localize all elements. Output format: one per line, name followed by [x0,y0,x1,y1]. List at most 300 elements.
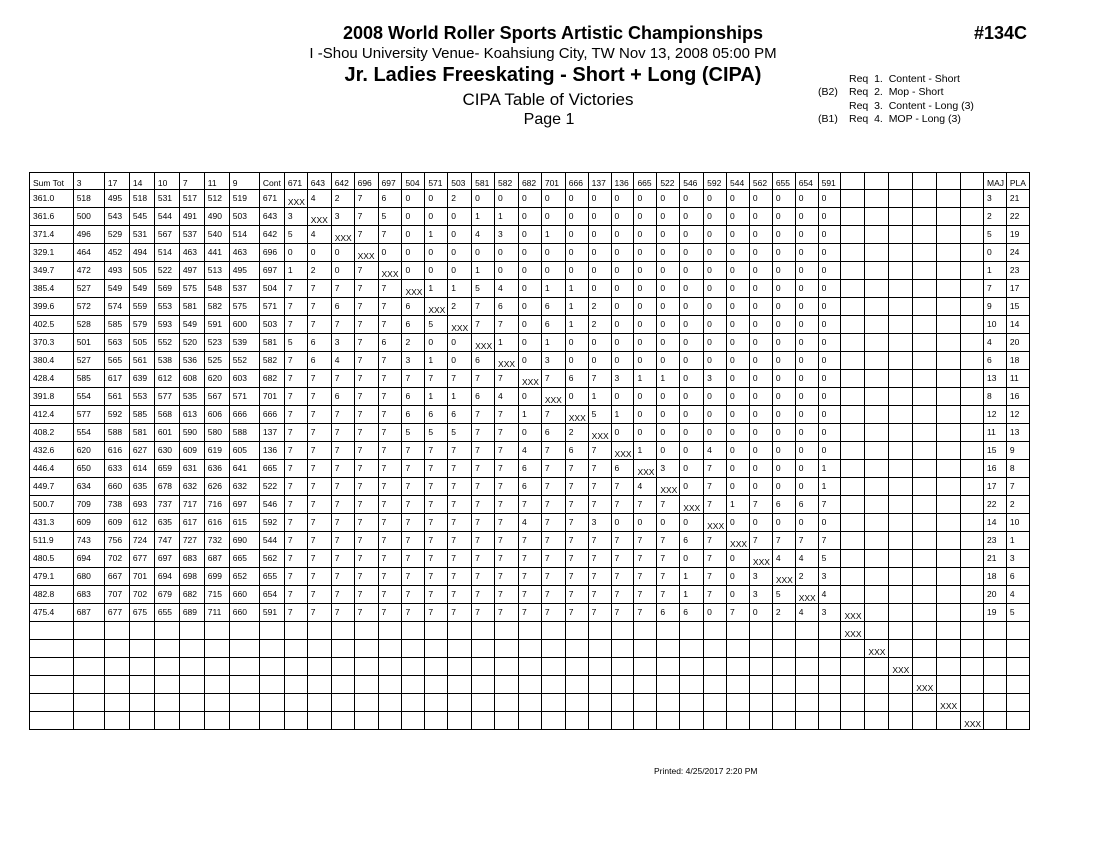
table-cell [541,640,565,658]
table-cell: 2 [588,298,611,316]
table-cell [937,262,961,280]
table-cell: 0 [634,352,657,370]
table-cell: 660 [229,604,259,622]
table-cell [378,622,402,640]
table-cell: 0 [795,244,818,262]
table-cell [913,442,937,460]
table-cell: 7 [354,586,378,604]
table-cell [889,604,913,622]
table-cell [565,622,588,640]
table-cell: 6 [983,352,1006,370]
table-cell: 678 [154,478,179,496]
table-cell: 0 [680,262,704,280]
table-cell: 699 [204,568,229,586]
table-cell: 4 [495,388,519,406]
table-cell: 2 [1006,496,1029,514]
table-cell: 7 [378,424,402,442]
table-cell: 568 [154,406,179,424]
table-cell: 3 [818,604,841,622]
table-cell: 543 [104,208,129,226]
table-cell: 491 [179,208,204,226]
table-cell: 529 [104,226,129,244]
table-cell: 682 [259,370,284,388]
table-cell [889,208,913,226]
table-cell: 7 [472,550,495,568]
table-cell: 642 [259,226,284,244]
table-cell: 4 [472,226,495,244]
table-cell: 7 [425,442,448,460]
table-cell: 7 [634,496,657,514]
table-cell: 0 [495,190,519,208]
table-cell: 1 [565,298,588,316]
table-cell [354,712,378,730]
table-cell [518,658,541,676]
table-cell [378,658,402,676]
table-cell: 7 [634,586,657,604]
table-cell: 0 [749,604,772,622]
table-cell: 3 [331,334,354,352]
table-cell: 7 [818,532,841,550]
table-cell: 7 [331,568,354,586]
table-cell: 7 [331,406,354,424]
table-cell [284,676,307,694]
table-cell [795,676,818,694]
table-cell: 7 [749,496,772,514]
table-cell: 15 [1006,298,1029,316]
table-cell: 0 [402,244,425,262]
table-cell: 7 [425,370,448,388]
table-cell: 17 [1006,280,1029,298]
table-cell: 0 [518,316,541,334]
table-cell [284,694,307,712]
table-cell [841,424,865,442]
table-cell [154,694,179,712]
table-cell: 0 [772,298,795,316]
table-cell: XXX [495,352,519,370]
table-cell: 7 [749,532,772,550]
table-cell [961,316,984,334]
table-cell: 7 [541,370,565,388]
table-cell: 694 [73,550,104,568]
table-cell: 585 [73,370,104,388]
table-cell: XXX [307,208,331,226]
table-cell: 0 [818,424,841,442]
table-cell [865,388,889,406]
table-cell: 553 [154,298,179,316]
table-cell [961,550,984,568]
table-cell: 7 [495,532,519,550]
table-cell [680,694,704,712]
table-cell: 606 [204,406,229,424]
table-cell: 7 [402,370,425,388]
table-cell: 7 [818,496,841,514]
table-cell [865,514,889,532]
table-cell [913,550,937,568]
table-cell: 0 [704,334,727,352]
table-cell: 527 [73,352,104,370]
table-cell [611,676,634,694]
table-cell: 5 [983,226,1006,244]
table-cell: 7 [472,370,495,388]
table-cell: 5 [425,316,448,334]
table-cell: 0 [704,388,727,406]
table-cell: 6 [472,352,495,370]
table-cell: 0 [657,244,680,262]
table-cell: XXX [795,586,818,604]
table-cell: 7 [354,424,378,442]
table-cell [749,640,772,658]
table-cell [889,298,913,316]
table-cell: 0 [611,244,634,262]
table-cell [73,676,104,694]
header-cell: 522 [657,173,680,190]
table-cell: 641 [229,460,259,478]
table-cell: 7 [472,532,495,550]
table-cell: 4 [772,550,795,568]
table-cell: 1 [425,280,448,298]
table-cell: 632 [229,478,259,496]
table-cell [30,622,74,640]
table-cell [818,676,841,694]
table-cell: 0 [772,280,795,298]
table-cell: 7 [425,532,448,550]
table-cell: 643 [259,208,284,226]
table-cell [704,694,727,712]
page-number: Page 1 [523,111,575,128]
table-cell [727,676,750,694]
table-cell: 0 [818,316,841,334]
table-cell: 756 [104,532,129,550]
table-cell: 0 [704,298,727,316]
table-cell: 585 [104,316,129,334]
event-title: Jr. Ladies Freeskating - Short + Long (CIPA) [344,64,762,86]
table-cell: 0 [704,262,727,280]
table-cell [937,334,961,352]
table-cell: 7 [378,550,402,568]
table-cell: 2 [588,316,611,334]
table-cell: 0 [772,424,795,442]
table-cell: 1 [425,352,448,370]
table-cell [889,460,913,478]
table-cell [865,424,889,442]
table-cell: 3 [749,568,772,586]
table-cell: 7 [634,550,657,568]
table-cell: 449.7 [30,478,74,496]
table-cell: 0 [727,334,750,352]
table-cell [634,658,657,676]
table-cell: 500.7 [30,496,74,514]
table-cell: 0 [749,262,772,280]
table-cell: 0 [727,208,750,226]
table-cell: 680 [73,568,104,586]
table-cell [284,640,307,658]
table-cell: 4 [704,442,727,460]
table-cell: 592 [104,406,129,424]
table-cell: 0 [565,388,588,406]
table-cell: 0 [772,442,795,460]
table-cell: 7 [284,424,307,442]
table-cell [865,658,889,676]
table-cell: 6 [307,352,331,370]
table-cell: 0 [727,226,750,244]
table-cell: 1 [495,334,519,352]
table-cell: 6 [772,496,795,514]
table-cell: 7 [354,478,378,496]
table-cell [841,478,865,496]
table-cell: 7 [611,586,634,604]
table-cell: 0 [818,388,841,406]
table-cell: 7 [307,280,331,298]
table-cell [448,640,472,658]
table-cell: 0 [772,406,795,424]
table-cell [104,622,129,640]
table-cell: 579 [129,316,154,334]
table-cell: XXX [841,622,865,640]
header-cell: 643 [307,173,331,190]
table-cell: 7 [307,532,331,550]
table-cell: 6 [378,334,402,352]
table-cell: 7 [565,514,588,532]
table-cell [229,712,259,730]
table-cell: 7 [284,586,307,604]
table-cell: 0 [795,316,818,334]
table-cell [284,622,307,640]
table-cell [937,442,961,460]
table-cell [154,676,179,694]
table-cell: 7 [354,352,378,370]
table-cell: 18 [1006,352,1029,370]
table-cell [448,712,472,730]
table-cell: 7 [354,550,378,568]
table-cell: 7 [331,604,354,622]
table-cell [865,406,889,424]
requirement-prefix: (B1) [818,113,838,126]
table-cell: 0 [448,262,472,280]
table-cell: 7 [402,478,425,496]
table-cell: 0 [680,442,704,460]
table-cell [204,712,229,730]
table-cell [354,622,378,640]
table-cell: 2 [448,298,472,316]
table-cell: 632 [179,478,204,496]
table-cell [841,388,865,406]
table-cell: 6 [402,298,425,316]
table-cell: 525 [204,352,229,370]
table-cell: 7 [518,550,541,568]
table-cell: 6 [541,424,565,442]
table-cell: 0 [818,262,841,280]
table-cell [495,694,519,712]
table-cell [795,694,818,712]
table-cell [913,514,937,532]
table-cell: 446.4 [30,460,74,478]
table-cell [518,676,541,694]
table-cell [841,640,865,658]
table-cell [865,604,889,622]
table-cell [937,352,961,370]
table-cell: 482.8 [30,586,74,604]
table-cell [841,262,865,280]
table-cell [841,190,865,208]
table-cell [961,190,984,208]
table-cell: 591 [204,316,229,334]
table-cell: 7 [565,496,588,514]
table-cell: 614 [129,460,154,478]
table-cell: 7 [378,460,402,478]
table-cell [772,676,795,694]
table-cell [818,622,841,640]
table-cell: 7 [472,604,495,622]
table-cell [611,658,634,676]
table-cell: 7 [588,442,611,460]
table-cell: 7 [472,514,495,532]
table-cell: 665 [259,460,284,478]
header-cell: 591 [818,173,841,190]
table-cell: 23 [983,532,1006,550]
header-cell: 9 [229,173,259,190]
table-cell: 613 [179,406,204,424]
table-cell: 12 [983,406,1006,424]
table-cell: 7 [402,550,425,568]
table-row [30,658,1030,676]
table-cell [704,676,727,694]
table-cell: 0 [680,244,704,262]
table-cell: 0 [588,280,611,298]
table-cell: 561 [129,352,154,370]
table-cell: 7 [495,316,519,334]
table-cell: 6 [402,316,425,334]
table-cell: 3 [495,226,519,244]
table-cell: 2 [795,568,818,586]
table-cell: 538 [154,352,179,370]
table-cell [611,640,634,658]
table-cell: 677 [129,550,154,568]
table-cell [331,658,354,676]
table-cell: 539 [229,334,259,352]
table-cell: 7 [331,496,354,514]
table-cell [983,676,1006,694]
table-cell: 0 [402,190,425,208]
table-cell: 608 [179,370,204,388]
table-cell: 2 [565,424,588,442]
table-cell: 7 [1006,478,1029,496]
table-cell: 20 [1006,334,1029,352]
header-cell: 581 [472,173,495,190]
table-row [30,190,1030,208]
table-cell: 737 [154,496,179,514]
table-cell: 540 [204,226,229,244]
table-cell: 7 [307,514,331,532]
table-cell: 361.6 [30,208,74,226]
table-cell: 0 [611,298,634,316]
table-cell [1006,694,1029,712]
table-cell: 537 [179,226,204,244]
header-cell: 697 [378,173,402,190]
table-cell: 569 [154,280,179,298]
table-cell [73,640,104,658]
table-cell: 582 [259,352,284,370]
table-cell: 0 [425,334,448,352]
table-cell: 0 [448,352,472,370]
table-cell: XXX [331,226,354,244]
table-cell [307,622,331,640]
table-cell: 7 [495,496,519,514]
table-cell [889,388,913,406]
table-cell [913,298,937,316]
table-cell: 702 [129,586,154,604]
table-cell: 567 [204,388,229,406]
table-cell [307,658,331,676]
table-cell [378,676,402,694]
table-cell: 349.7 [30,262,74,280]
table-cell: 16 [983,460,1006,478]
table-cell: 464 [73,244,104,262]
table-cell: 0 [727,478,750,496]
table-cell: 633 [104,460,129,478]
table-cell: 7 [307,370,331,388]
table-cell: 0 [749,442,772,460]
table-cell [472,640,495,658]
table-cell: 7 [657,532,680,550]
table-cell [30,694,74,712]
table-cell: 0 [749,280,772,298]
table-cell [865,190,889,208]
table-cell: 0 [680,478,704,496]
table-cell: 7 [402,460,425,478]
table-cell: 7 [378,370,402,388]
table-cell: 0 [425,208,448,226]
table-cell: 631 [179,460,204,478]
table-cell [865,478,889,496]
table-cell: 7 [495,514,519,532]
header-cell: 654 [795,173,818,190]
table-cell: 7 [331,316,354,334]
table-cell: XXX [425,298,448,316]
table-row [30,406,1030,424]
table-cell: 677 [104,604,129,622]
table-cell [772,658,795,676]
table-cell: 7 [704,550,727,568]
table-cell: 0 [634,298,657,316]
table-cell: 3 [611,370,634,388]
table-cell [1006,658,1029,676]
table-cell: 0 [818,334,841,352]
table-cell [841,352,865,370]
table-cell: 7 [448,460,472,478]
table-cell [889,478,913,496]
table-cell: 24 [1006,244,1029,262]
table-cell: 687 [73,604,104,622]
table-cell: 7 [495,604,519,622]
table-cell: 717 [179,496,204,514]
table-cell: 7 [284,478,307,496]
table-cell: 559 [129,298,154,316]
table-cell: 7 [704,568,727,586]
table-cell: 0 [657,226,680,244]
table-row [30,226,1030,244]
table-cell: 7 [588,586,611,604]
table-cell [937,586,961,604]
table-cell: 655 [259,568,284,586]
table-cell [937,496,961,514]
table-cell: 0 [634,226,657,244]
requirement-item [818,100,974,113]
table-cell: 7 [425,478,448,496]
table-cell: 0 [611,280,634,298]
table-cell: 7 [565,586,588,604]
table-cell [565,694,588,712]
table-cell: 7 [354,190,378,208]
